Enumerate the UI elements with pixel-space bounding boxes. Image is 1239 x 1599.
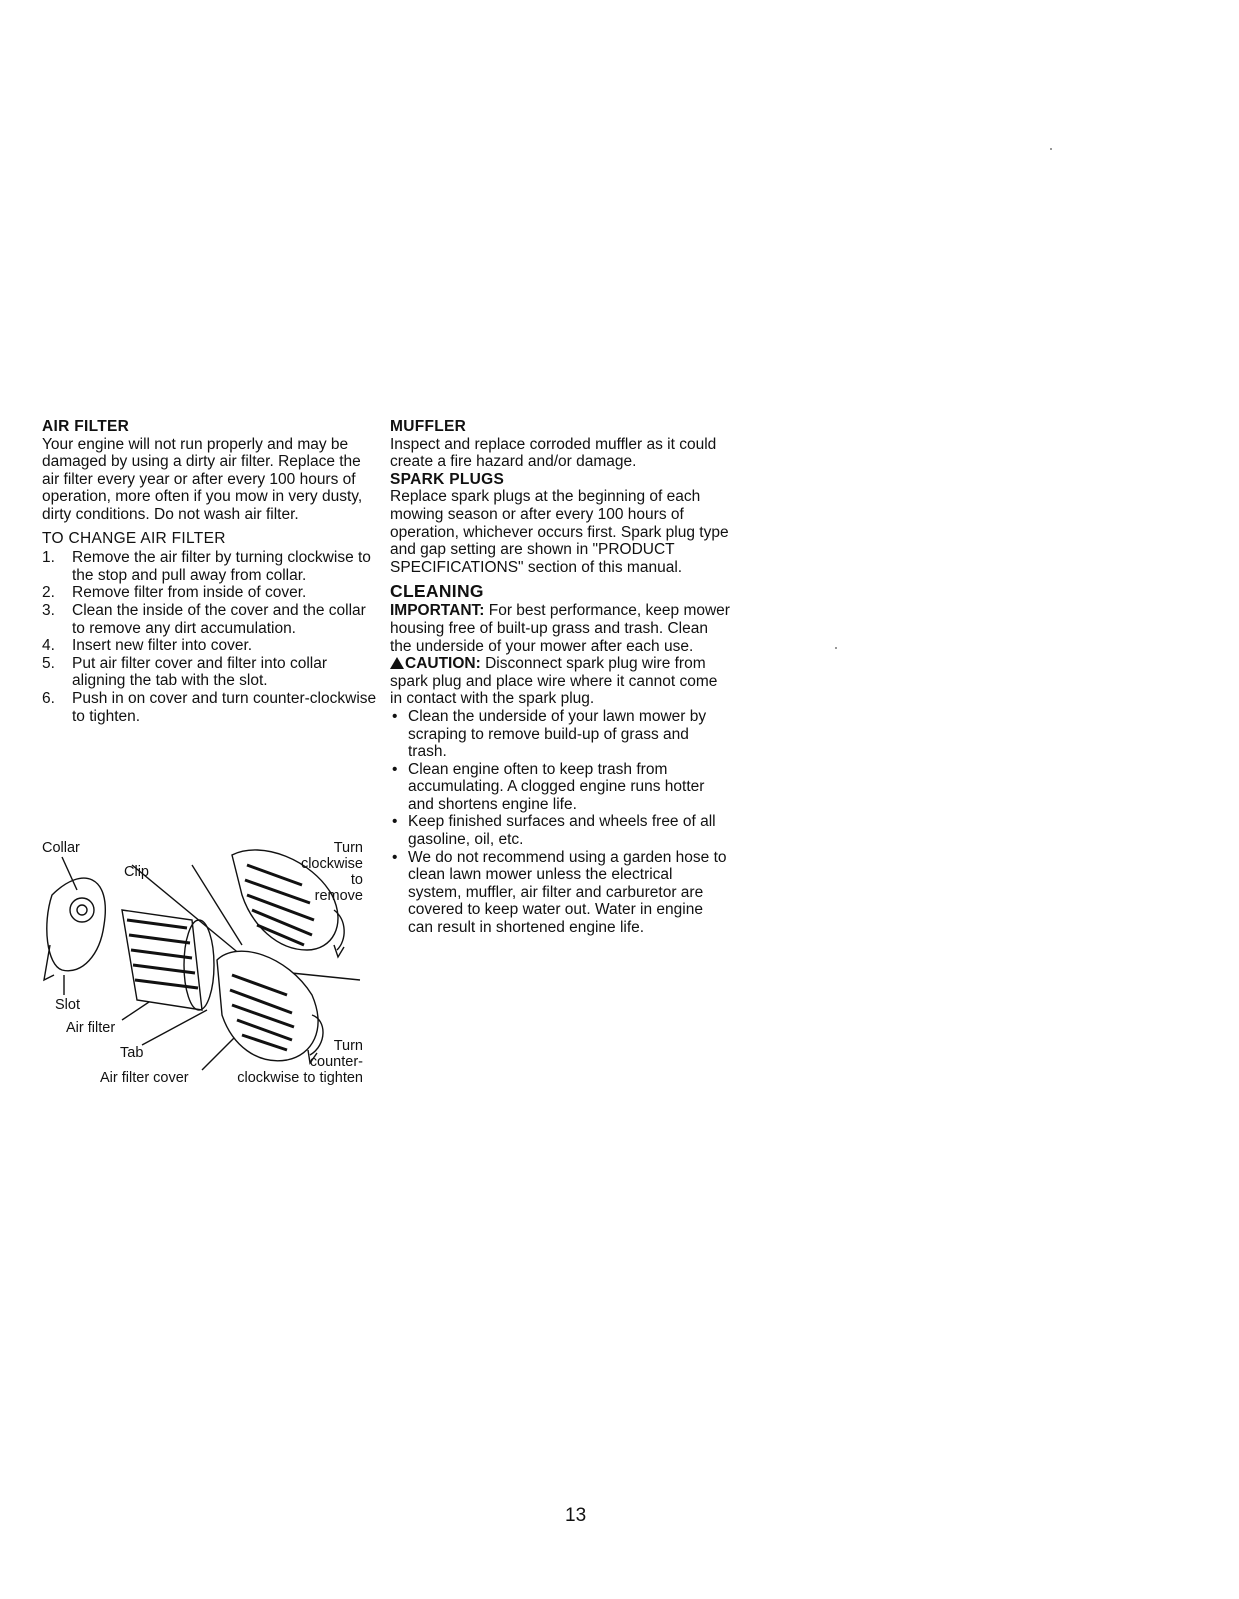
list-item bbox=[390, 761, 730, 814]
muffler-text: Inspect and replace corroded muffler as it could create a fire hazard and/or damage. bbox=[390, 435, 717, 471]
muffler-heading: MUFFLER bbox=[390, 418, 467, 435]
change-air-filter-steps bbox=[42, 549, 382, 725]
turn-counterclockwise-label-1: Turn bbox=[333, 1038, 363, 1054]
step-item bbox=[42, 690, 382, 725]
turn-clockwise-label-4: remove bbox=[314, 888, 363, 904]
slot-label: Slot bbox=[55, 997, 80, 1013]
bullet-text: Keep finished surfaces and wheels free of all gasoline, oil, etc. bbox=[408, 813, 716, 849]
air-filter-section bbox=[42, 418, 382, 725]
list-item bbox=[390, 708, 730, 761]
cleaning-bullets bbox=[390, 708, 730, 937]
important-note bbox=[390, 602, 730, 655]
turn-clockwise-label-2: clockwise bbox=[300, 856, 363, 872]
collar-label: Collar bbox=[42, 840, 80, 856]
bullet-text: Clean the underside of your lawn mower by scraping to remove build-up of grass and trash. bbox=[408, 707, 707, 761]
step-item bbox=[42, 549, 382, 584]
air-filter-intro: Your engine will not run properly and may be damaged by using a dirty air filter. Replace the air filter every year or after every 100 hours of operation, more often if you mow in very dusty, dirty conditions. Do not wash air filter. bbox=[42, 435, 363, 523]
step-item bbox=[42, 602, 382, 637]
air-filter-diagram bbox=[42, 840, 377, 1115]
caution-label: CAUTION: bbox=[405, 655, 481, 673]
scan-speck bbox=[1050, 148, 1052, 150]
clip-label: Clip bbox=[124, 864, 149, 880]
step-number: 5. bbox=[42, 654, 55, 672]
step-text: Clean the inside of the cover and the collar to remove any dirt accumulation. bbox=[72, 601, 366, 637]
important-label: IMPORTANT: bbox=[390, 602, 485, 620]
turn-counterclockwise-label-3: clockwise to tighten bbox=[237, 1070, 363, 1086]
turn-clockwise-label-1: Turn bbox=[333, 840, 363, 856]
turn-counterclockwise-label-2: counter- bbox=[309, 1054, 363, 1070]
caution-note bbox=[390, 655, 730, 708]
step-text: Put air filter cover and filter into collar aligning the tab with the slot. bbox=[72, 654, 327, 690]
bullet-icon: • bbox=[392, 813, 398, 831]
important-text: For best performance, keep mower housing free of built-up grass and trash. Clean the underside of your mower after each use. bbox=[390, 602, 730, 655]
spark-plugs-text: Replace spark plugs at the beginning of each mowing season or after every 100 hours of operation, whichever occurs first. Spark plug type and gap setting are shown in "PRODUCT SPECIFICATIONS" section of this manual. bbox=[390, 488, 729, 576]
step-item bbox=[42, 637, 382, 655]
step-number: 6. bbox=[42, 689, 55, 707]
air-filter-label: Air filter bbox=[66, 1020, 116, 1036]
page-number: 13 bbox=[565, 1505, 587, 1526]
step-text: Remove the air filter by turning clockwise to the stop and pull away from collar. bbox=[72, 549, 371, 584]
bullet-icon: • bbox=[392, 848, 398, 866]
maintenance-right-column bbox=[390, 418, 730, 937]
tab-label: Tab bbox=[120, 1045, 144, 1061]
change-air-filter-heading: TO CHANGE AIR FILTER bbox=[42, 529, 226, 547]
step-number: 4. bbox=[42, 637, 55, 655]
warning-icon bbox=[390, 657, 404, 669]
bullet-icon: • bbox=[392, 707, 398, 725]
scan-speck bbox=[835, 647, 837, 649]
step-number: 3. bbox=[42, 601, 55, 619]
step-text: Insert new filter into cover. bbox=[72, 637, 253, 655]
cleaning-heading: CLEANING bbox=[390, 581, 484, 602]
step-item bbox=[42, 655, 382, 690]
step-text: Push in on cover and turn counter-clockwise to tighten. bbox=[72, 689, 377, 725]
list-item bbox=[390, 849, 730, 937]
step-number: 2. bbox=[42, 584, 55, 602]
air-filter-heading: AIR FILTER bbox=[42, 418, 130, 435]
caution-text: Disconnect spark plug wire from spark plug and place wire where it cannot come in contact with the spark plug. bbox=[390, 655, 718, 708]
step-number: 1. bbox=[42, 549, 55, 567]
bullet-text: Clean engine often to keep trash from accumulating. A clogged engine runs hotter and shortens engine life. bbox=[408, 760, 705, 813]
turn-clockwise-label-3: to bbox=[350, 872, 363, 888]
air-filter-cover-label: Air filter cover bbox=[100, 1070, 189, 1086]
spark-plugs-heading: SPARK PLUGS bbox=[390, 470, 505, 488]
step-text: Remove filter from inside of cover. bbox=[72, 584, 307, 602]
list-item bbox=[390, 813, 730, 848]
step-item bbox=[42, 584, 382, 602]
bullet-icon: • bbox=[392, 760, 398, 778]
bullet-text: We do not recommend using a garden hose to clean lawn mower unless the electrical system, muffler, air filter and carburetor are covered to keep water out. Water in engine can result in shortened engine life. bbox=[408, 848, 727, 937]
